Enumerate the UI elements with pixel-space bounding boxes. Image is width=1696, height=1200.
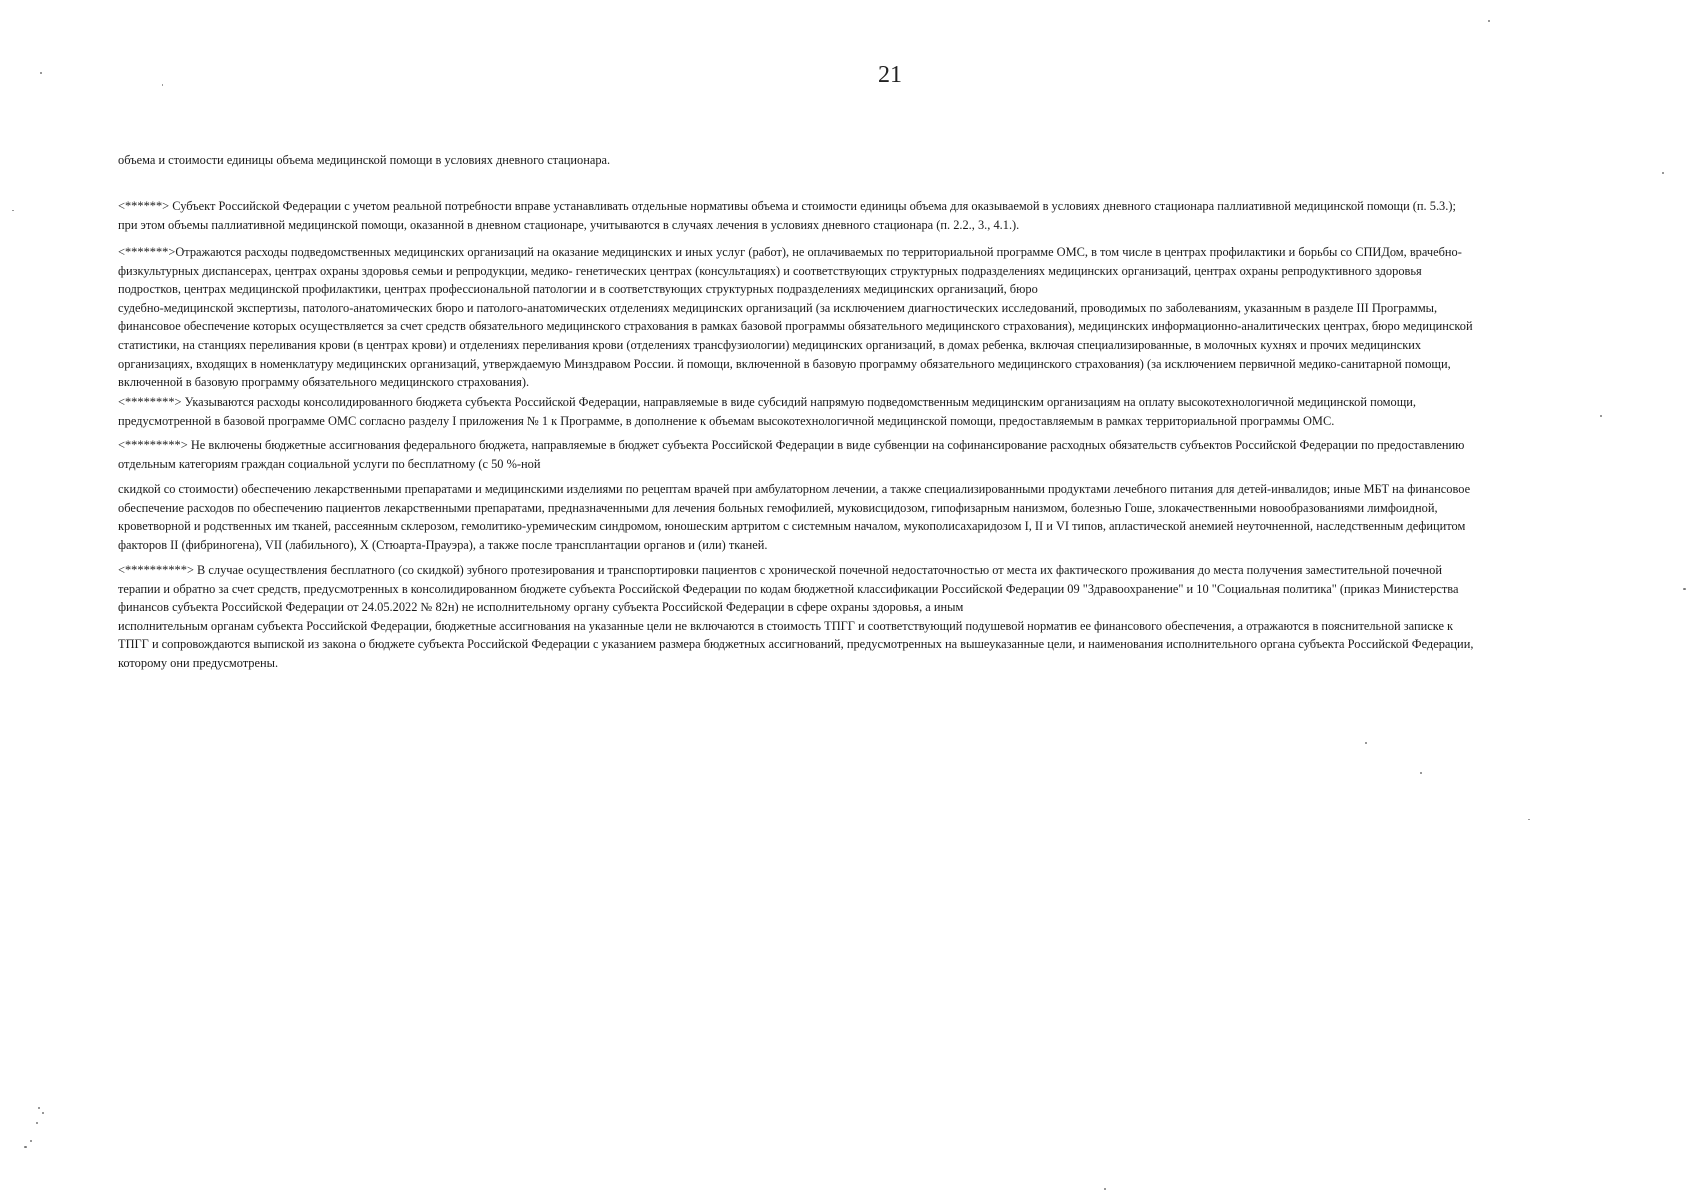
footnote-10: [118, 561, 1658, 673]
scan-speck: [36, 1122, 38, 1124]
text-line: которому они предусмотрены.: [118, 655, 279, 670]
text-line: факторов II (фибриногена), VII (лабильного), X (Стюарта-Прауэра), а также после трансплантации органов и (или) тканей.: [118, 537, 768, 552]
text-line: исполнительным органам субъекта Российской Федерации, бюджетные ассигнования на указанные цели не включаются в стоимость ТПГГ и соответствующий подушевой норматив ее финансового обеспечения, а отражаются в пояснительной записке к: [118, 618, 1454, 633]
text-line: <********> Указываются расходы консолидированного бюджета субъекта Российской Федерации, направляемые в виде субсидий напрямую подведомственным медицинским организациям на оплату высокотехнологичной медицинской помощи,: [118, 395, 1416, 409]
text-line: <*******>Отражаются расходы подведомственных медицинских организаций на оказание медицинских и иных услуг (работ), не оплачиваемых по территориальной программе ОМС, в том числе в центрах профилактики и борьбы со СПИДом, врачебно-: [118, 245, 1462, 259]
text-line: предусмотренной в базовой программе ОМС согласно разделу I приложения № 1 к Программе, в дополнение к объемам высокотехнологичной медицинской помощи, предоставляемым в рамках территориальной программы ОМС.: [118, 413, 1335, 428]
text-line: кроветворной и родственных им тканей, рассеянным склерозом, гемолитико-уремическим синдромом, юношеским артритом с системным началом, мукополисахаридозом I, II и VI типов, апластической анемией неуточненной, наследственным дефицитом: [118, 519, 1466, 534]
scan-speck: [30, 1140, 32, 1142]
text-line: обеспечение расходов по обеспечению пациентов лекарственными препаратами, предназначенными для лечения больных гемофилией, муковисцидозом, гипофизарным нанизмом, болезнью Гоше, злокачественными новообразованиями лимфоидной,: [118, 500, 1438, 515]
scan-speck: [12, 210, 14, 211]
paragraph-intro: [118, 151, 1658, 170]
text-line: терапии и обратно за счет средств, предусмотренных в консолидированном бюджете субъекта Российской Федерации по кодам бюджетной классификации Российской Федерации 09 "Здравоохранение" и 10 "Социальная политика" (приказ Министерства: [118, 581, 1459, 596]
text-line: подростков, центрах медицинской профилактики, центрах профессиональной патологии и в соответствующих структурных подразделениях медицинских организаций, бюро: [118, 282, 1038, 297]
text-line: при этом объемы паллиативной медицинской помощи, оказанной в дневном стационаре, учитываются в случаях лечения в условиях дневного стационара (п. 2.2., 3., 4.1.).: [118, 217, 1020, 232]
text-line: статистики, на станциях переливания крови (в центрах крови) и отделениях переливания крови (отделениях трансфузиологии) медицинских организаций, в домах ребенка, включая специализированные, в молочных кухнях и прочих медицинских: [118, 337, 1422, 352]
text-line: отдельным категориям граждан социальной услуги по бесплатному (с 50 %-ной: [118, 456, 541, 471]
scan-speck: [162, 84, 163, 86]
scan-speck: [1600, 415, 1602, 417]
text-line: судебно-медицинской экспертизы, патолого-анатомических бюро и патолого-анатомических отделениях медицинских организаций (за исключением диагностических исследований, проводимых по заболеваниям, указанным в разделе III Программы,: [118, 300, 1438, 315]
scan-speck: [1104, 1188, 1106, 1190]
page-number: 21: [878, 62, 902, 88]
scan-speck: [42, 1112, 44, 1114]
text-line: финансовое обеспечение которых осуществляется за счет средств обязательного медицинского страхования в рамках базовой программы обязательного медицинского страхования), медицинских информационно-аналитических центрах, бюро медицинской: [118, 319, 1473, 334]
text-line: <******> Субъект Российской Федерации с учетом реальной потребности вправе устанавливать отдельные нормативы объема и стоимости единицы объема для оказываемой в условиях дневного стационара паллиативной медицинской помощи (п. 5.3.);: [118, 199, 1456, 213]
text-line: <*********> Не включены бюджетные ассигнования федерального бюджета, направляемые в бюджет субъекта Российской Федерации в виде субвенции на софинансирование расходных обязательств субъектов Российской Федерации по предоставлению: [118, 438, 1465, 452]
footnote-9-continued: [118, 480, 1658, 554]
text-line: объема и стоимости единицы объема медицинской помощи в условиях дневного стационара.: [118, 153, 611, 167]
footnote-8: [118, 393, 1658, 430]
scan-speck: [40, 72, 42, 74]
scan-speck: [1662, 172, 1664, 174]
scan-speck: [24, 1146, 27, 1148]
text-line: включенной в базовую программу обязательного медицинского страхования).: [118, 375, 530, 390]
text-line: финансов субъекта Российской Федерации от 24.05.2022 № 82н) не исполнительному органу субъекта Российской Федерации в сфере охраны здоровья, а иным: [118, 600, 964, 615]
scan-speck: [38, 1107, 40, 1109]
text-line: ТПГГ и сопровождаются выпиской из закона о бюджете субъекта Российской Федерации с указанием размера бюджетных ассигнований, предусмотренных на вышеуказанные цели, и наименования исполнительного органа субъекта Российской Федерации,: [118, 637, 1474, 652]
text-line: <**********> В случае осуществления бесплатного (со скидкой) зубного протезирования и транспортировки пациентов с хронической почечной недостаточностью от места их фактического проживания до места получения заместительной почечной: [118, 563, 1443, 577]
scan-speck: [1488, 20, 1490, 22]
scan-speck: [1420, 772, 1422, 774]
scan-speck: [1365, 742, 1367, 744]
text-line: скидкой со стоимости) обеспечению лекарственными препаратами и медицинскими изделиями по рецептам врачей при амбулаторном лечении, а также специализированными продуктами лечебного питания для детей-инвалидов; иные МБТ на финансовое: [118, 482, 1471, 496]
scan-speck: [1528, 819, 1530, 820]
footnote-9: [118, 436, 1658, 473]
text-line: организациях, входящих в номенклатуру медицинских организаций, утверждаемую Минздравом России. й помощи, включенной в базовую программу обязательного медицинского страхования) (за исключением первичной медико-санитарной помощи,: [118, 356, 1451, 371]
footnote-6: [118, 197, 1658, 234]
scan-speck: [1683, 588, 1686, 590]
footnote-7: [118, 243, 1658, 392]
text-line: физкультурных диспансерах, центрах охраны здоровья семьи и репродукции, медико- генетических центрах (консультациях) и соответствующих структурных подразделениях медицинских организаций, центрах охраны репродуктивного здоровья: [118, 263, 1422, 278]
